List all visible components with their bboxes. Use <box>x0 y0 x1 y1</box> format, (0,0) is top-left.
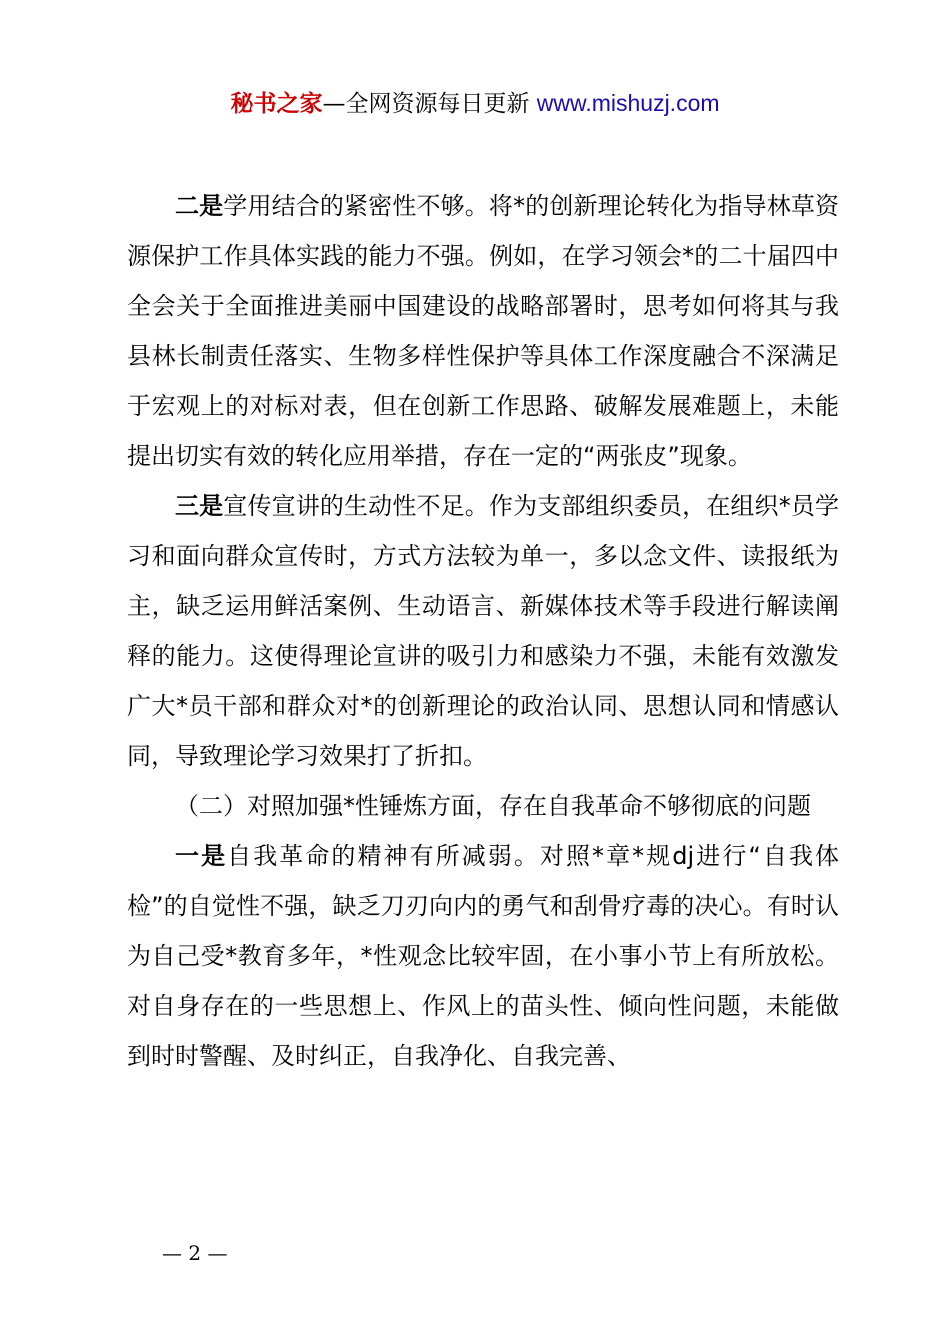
section-heading <box>127 781 839 831</box>
site-tagline: —全网资源每日更新 <box>322 91 537 117</box>
site-brand: 秘书之家 <box>230 91 323 117</box>
paragraph-text: 自我革命的精神有所减弱。对照*章*规dj进行“自我体检”的自觉性不强，缺乏刀刃向内的勇气和刮骨疗毒的决心。有时认为自己受*教育多年，*性观念比较牢固，在小事小节上有所放松。对自身存在的一些思想上、作风上的苗头性、倾向性问题，未能做到时时警醒、及时纠正，自我净化、自我完善、 <box>127 842 840 1070</box>
document-body <box>127 181 839 1081</box>
paragraph-text: 宣传宣讲的生动性不足。作为支部组织委员，在组织*员学习和面向群众宣传时，方式方法较为单一，多以念文件、读报纸为主，缺乏运用鲜活案例、生动语言、新媒体技术等手段进行解读阐释的能力。这使得理论宣讲的吸引力和感染力不强，未能有效激发广大*员干部和群众对*的创新理论的政治认同、思想认同和情感认同，导致理论学习效果打了折扣。 <box>127 492 839 770</box>
page-number: — 2 — <box>162 1241 228 1265</box>
paragraph-lead: 三是 <box>175 492 224 520</box>
paragraph-first-point <box>127 831 839 1081</box>
section-heading-text: （二）对照加强*性锤炼方面，存在自我革命不够彻底的问题 <box>175 792 811 820</box>
site-header <box>0 86 950 121</box>
paragraph-lead: 二是 <box>175 192 224 220</box>
paragraph-text: 学用结合的紧密性不够。将*的创新理论转化为指导林草资源保护工作具体实践的能力不强。例如，在学习领会*的二十届四中全会关于全面推进美丽中国建设的战略部署时，思考如何将其与我县林长制责任落实、生物多样性保护等具体工作深度融合不深满足于宏观上的对标对表，但在创新工作思路、破解发展难题上，未能提出切实有效的转化应用举措，存在一定的“两张皮”现象。 <box>127 192 839 470</box>
paragraph-third-point <box>127 481 839 781</box>
paragraph-lead: 一是 <box>175 842 228 870</box>
site-url-link[interactable]: www.mishuzj.com <box>536 90 720 116</box>
paragraph-second-point <box>127 181 839 481</box>
